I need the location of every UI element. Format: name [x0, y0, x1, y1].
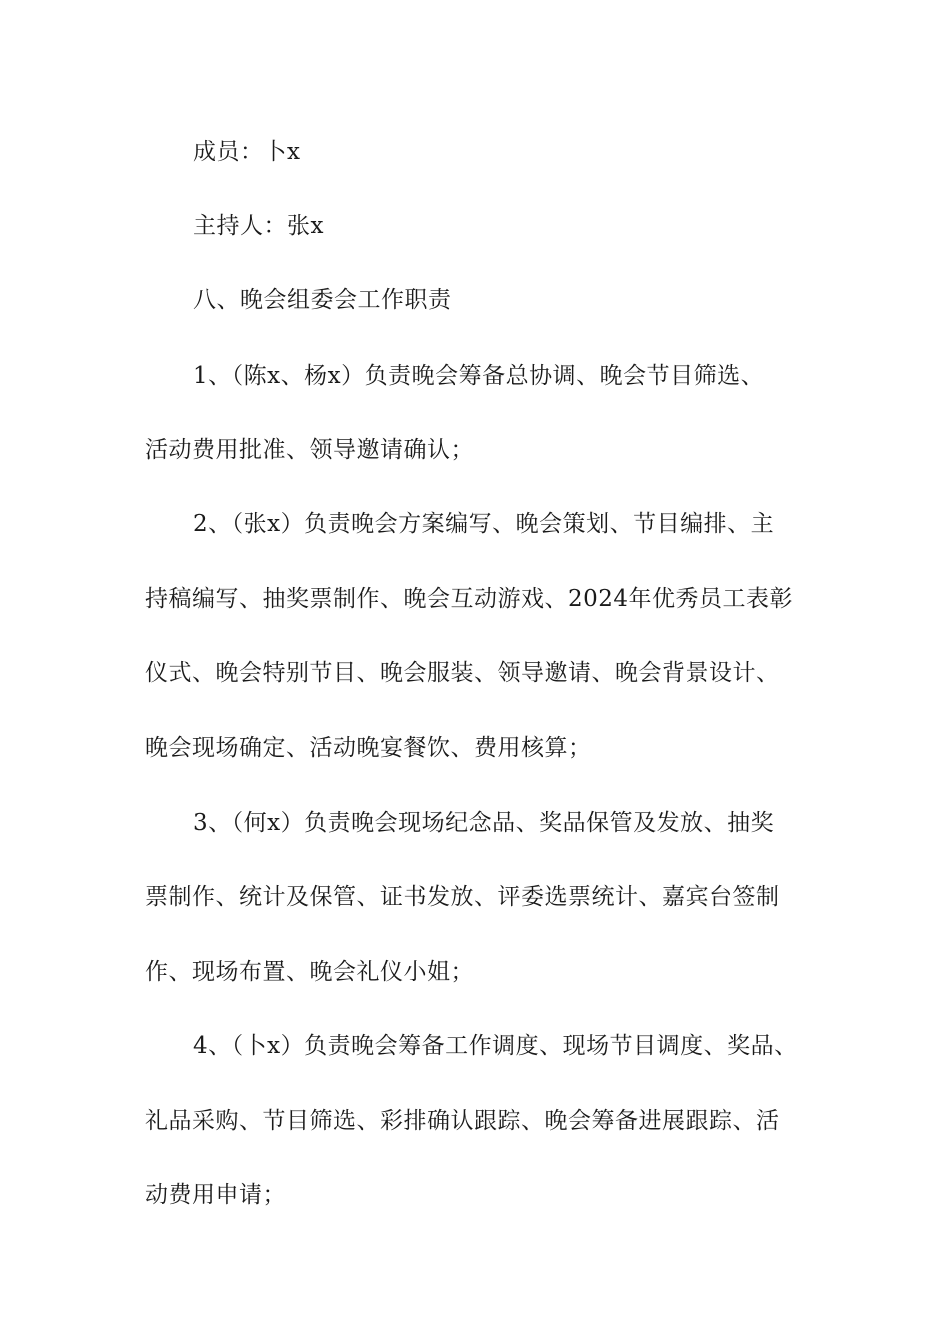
duty-2-line-1: 2、（张x）负责晚会方案编写、晚会策划、节目编排、主	[193, 511, 775, 537]
member-line: 成员：卜x	[193, 139, 301, 165]
duty-3-line-1: 3、（何x）负责晚会现场纪念品、奖品保管及发放、抽奖	[193, 810, 775, 836]
duty-4-line-1: 4、（卜x）负责晚会筹备工作调度、现场节目调度、奖品、	[193, 1033, 798, 1059]
duty-2-line-2: 持稿编写、抽奖票制作、晚会互动游戏、2024年优秀员工表彰	[145, 586, 794, 612]
host-line: 主持人：张x	[193, 213, 324, 239]
duty-2-line-4: 晚会现场确定、活动晚宴餐饮、费用核算；	[145, 735, 592, 761]
duty-2-line-3: 仪式、晚会特别节目、晚会服装、领导邀请、晚会背景设计、	[145, 660, 780, 686]
duty-3-line-3: 作、现场布置、晚会礼仪小姐；	[145, 959, 474, 985]
duty-4-line-3: 动费用申请；	[145, 1182, 286, 1208]
duty-4-line-2: 礼品采购、节目筛选、彩排确认跟踪、晚会筹备进展跟踪、活	[145, 1108, 780, 1134]
duty-1-line-2: 活动费用批准、领导邀请确认；	[145, 437, 474, 463]
section-heading: 八、晚会组委会工作职责	[193, 287, 452, 313]
duty-3-line-2: 票制作、统计及保管、证书发放、评委选票统计、嘉宾台签制	[145, 884, 780, 910]
duty-1-line-1: 1、（陈x、杨x）负责晚会筹备总协调、晚会节目筛选、	[193, 363, 765, 389]
